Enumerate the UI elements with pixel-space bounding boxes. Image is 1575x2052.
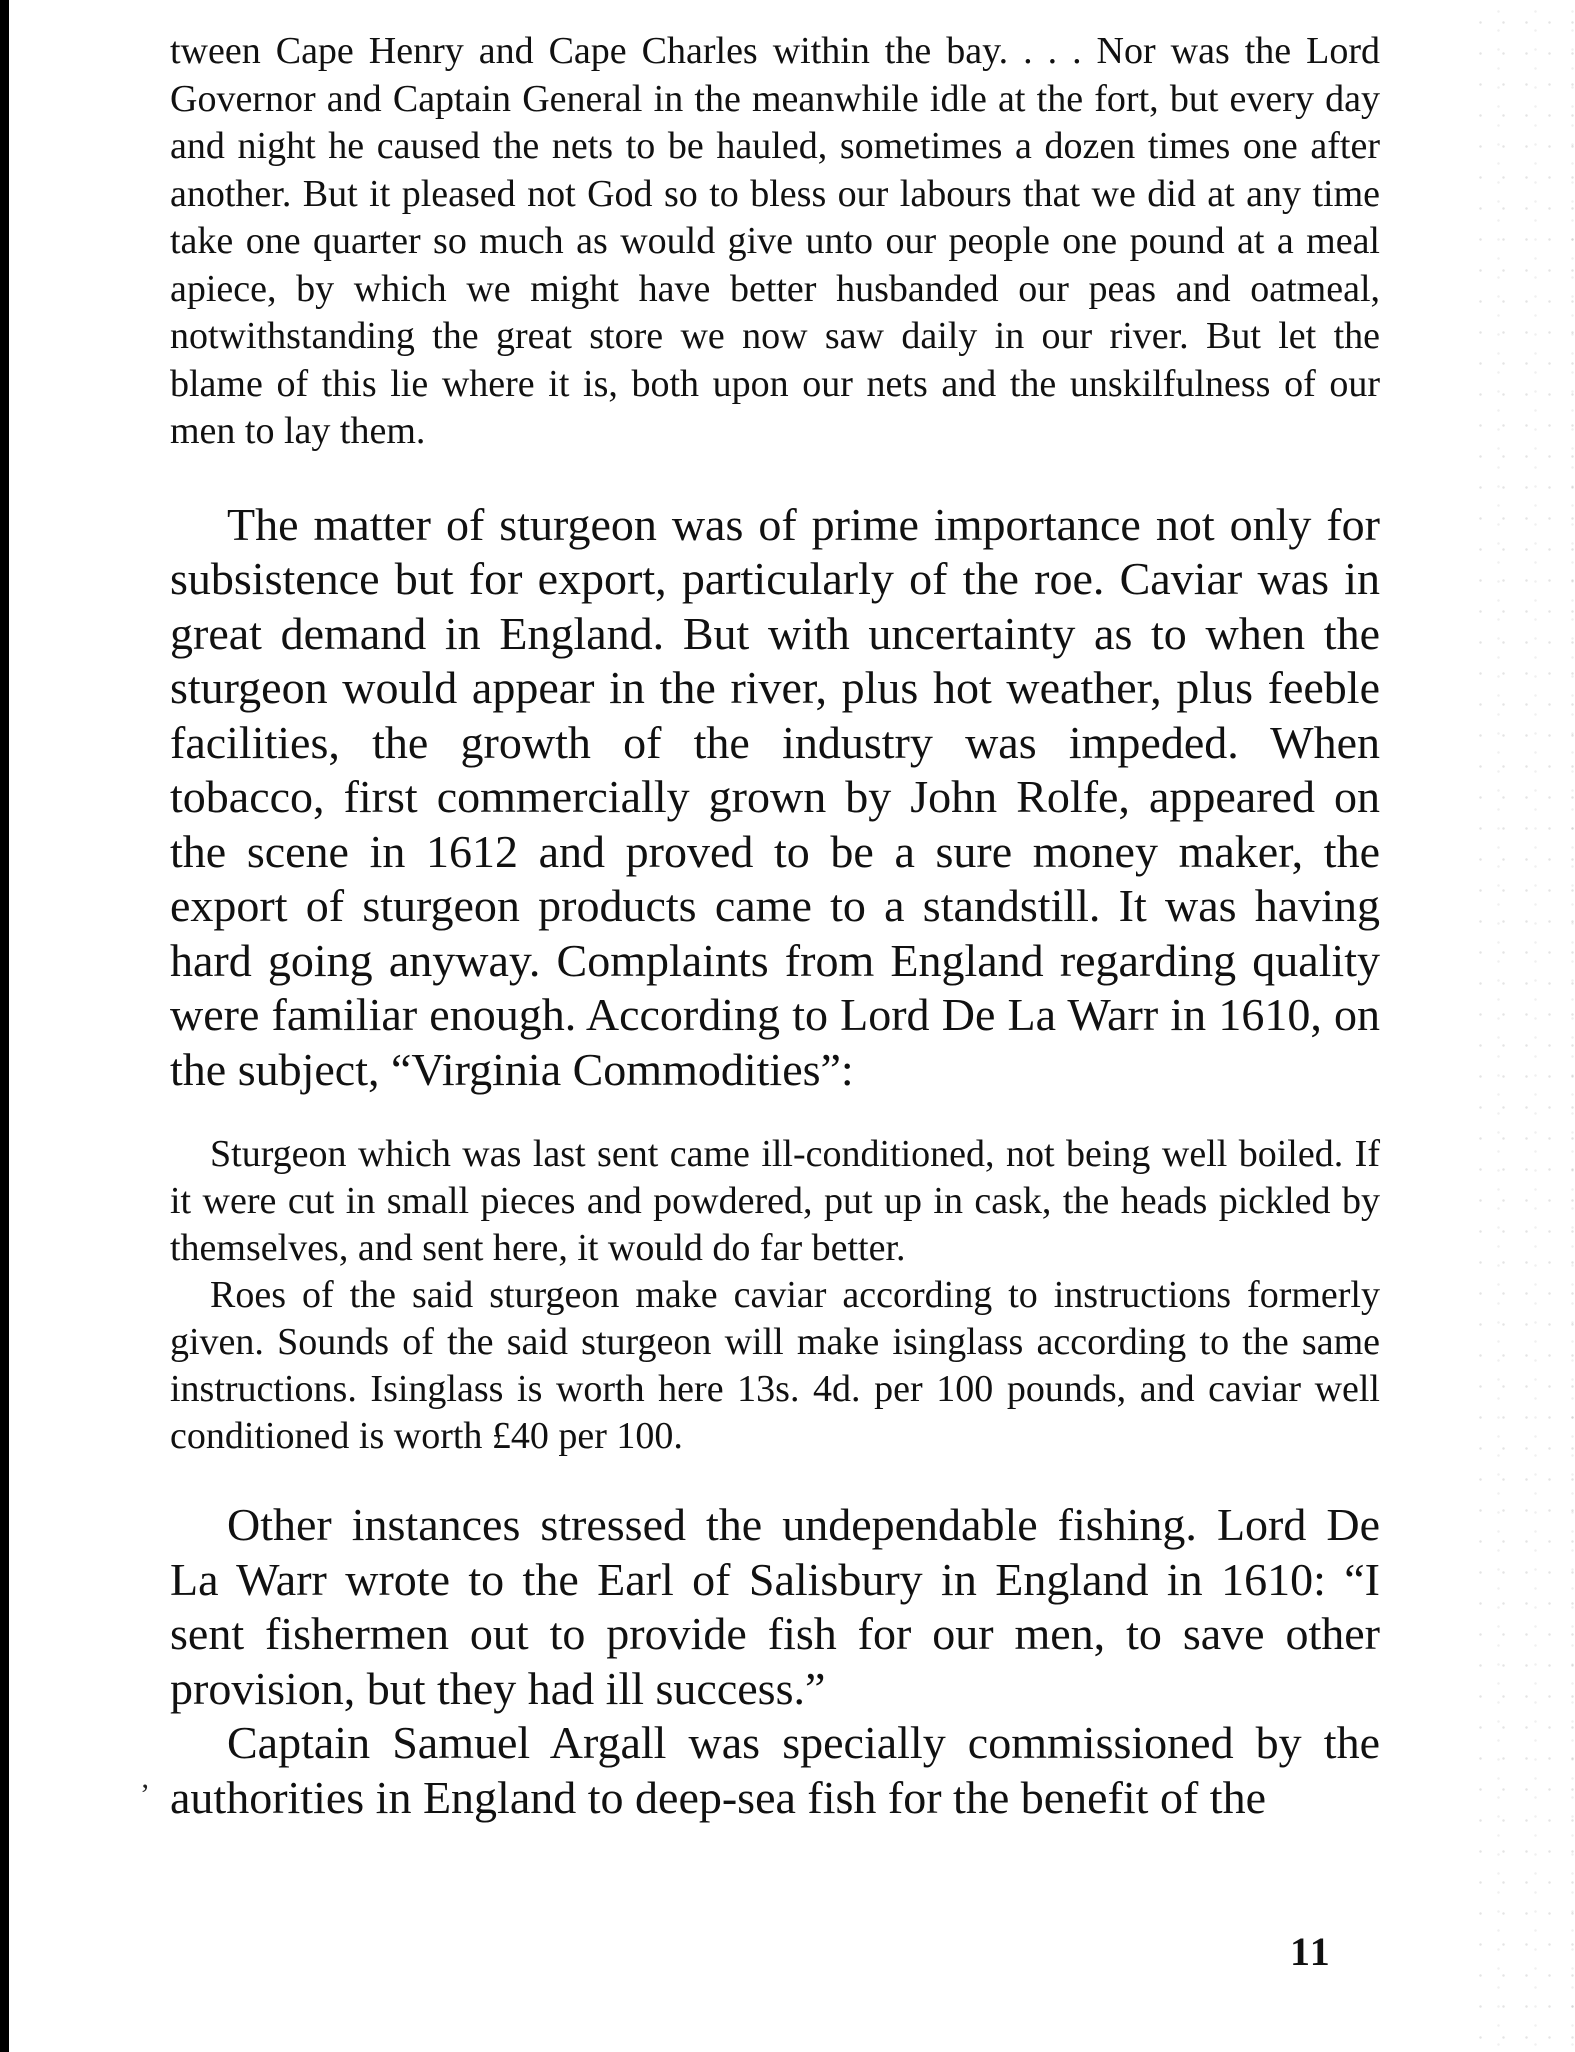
paragraph-sturgeon-importance: The matter of sturgeon was of prime importance not only for subsistence but for export, particularly of the roe. Caviar was in great demand in England. But with uncertainty as to when the sturgeon would appear in the river, plus hot weather, plus feeble facilities, the growth of the industry was impeded. When tobacco, first commercially grown by John Rolfe, appeared on the scene in 1612 and proved to be a sure money maker, the export of sturgeon products came to a standstill. It was having hard going anyway. Complaints from England regarding quality were familiar enough. According to Lord De La Warr in 1610, on the subject, “Virginia Commodities”: [170,498,1380,1095]
page-text-column [170,28,1380,1825]
stray-ink-mark: ’ [140,1778,150,1811]
page-binding-edge [0,0,9,2052]
paragraph-undependable-fishing: Other instances stressed the undependable fishing. Lord De La Warr wrote to the Earl of Salisbury in England in 1610: “I sent fishermen out to provide fish for our men, to save other provision, but they had ill success.” [170,1499,1380,1714]
block-quote-paragraph: Roes of the said sturgeon make caviar according to instructions formerly given. Sounds of the said sturgeon will make isinglass according to the same instructions. Isinglass is worth here 13s. 4d. per 100 pounds, and caviar well conditioned is worth £40 per 100. [170,1274,1380,1457]
block-quote-virginia-commodities [170,1131,1380,1460]
block-quote-paragraph: Sturgeon which was last sent came ill-conditioned, not being well boiled. If it were cut in small pieces and powdered, put up in cask, the heads pickled by themselves, and sent here, it would do far better. [170,1133,1380,1269]
paragraph-captain-argall: Captain Samuel Argall was specially commissioned by the authorities in England to deep-sea fish for the benefit of the [170,1717,1380,1823]
page-number: 11 [1290,1929,1332,1974]
quote-continuation: tween Cape Henry and Cape Charles within the bay. . . . Nor was the Lord Governor and Captain General in the meanwhile idle at the fort, but every day and night he caused the nets to be hauled, sometimes a dozen times one after another. But it pleased not God so to bless our labours that we did at any time take one quarter so much as would give unto our people one pound at a meal apiece, by which we might have better husbanded our peas and oatmeal, notwithstanding the great store we now saw daily in our river. But let the blame of this lie where it is, both upon our nets and the unskilfulness of our men to lay them. [170,30,1380,452]
scan-speckle-margin [1465,0,1575,2052]
